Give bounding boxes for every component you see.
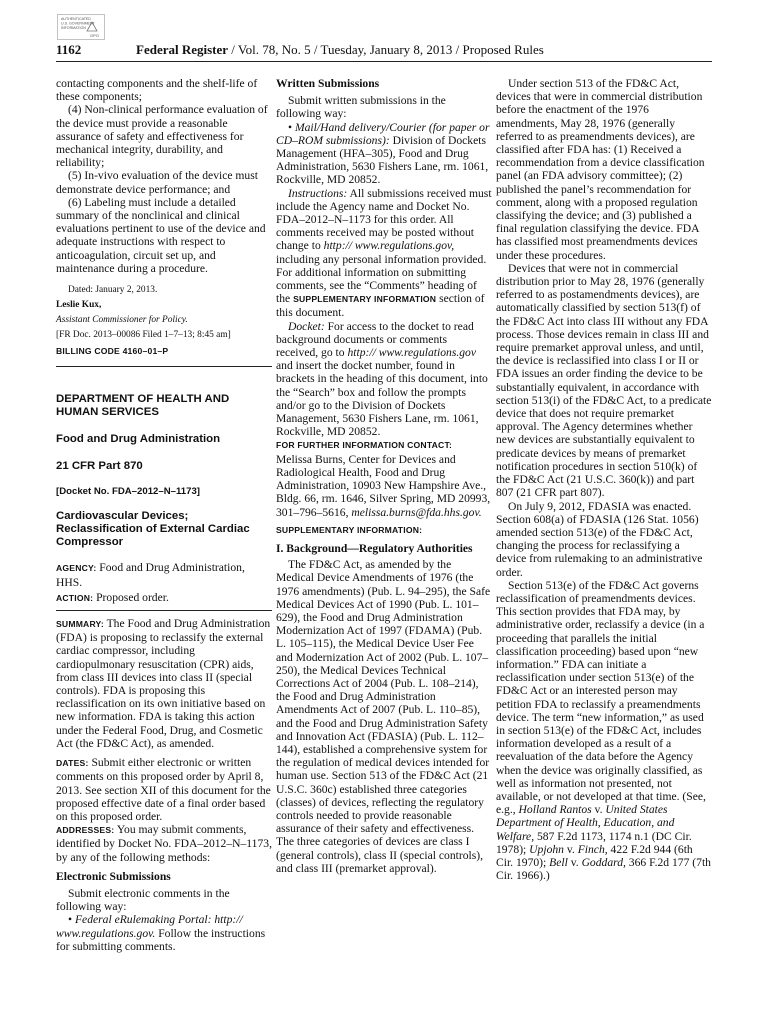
paragraph: Submit written submissions in the following way: xyxy=(276,94,446,121)
action-text: Proposed order. xyxy=(93,590,169,604)
citation: 366 F.2d 177 (7th Cir. 1966).) xyxy=(496,855,711,883)
section-divider xyxy=(56,366,272,367)
addresses-paragraph xyxy=(56,823,272,864)
mail-bullet xyxy=(276,121,492,187)
cfr-heading: 21 CFR Part 870 xyxy=(56,460,143,473)
column-2 xyxy=(276,77,492,875)
action-line xyxy=(56,591,272,605)
dated-line: Dated: January 2, 2013. xyxy=(68,285,158,296)
header-rule xyxy=(56,61,712,62)
addresses-text: You may submit comments, identified by Docket No. FDA–2012–N–1173, by any of the following methods: xyxy=(56,823,272,864)
journal-name: Federal Register xyxy=(136,42,229,57)
paragraph: contacting components and the shelf-life of these components; xyxy=(56,77,258,104)
case-name: Upjohn xyxy=(529,842,564,856)
case-name: Bell xyxy=(549,855,568,869)
case-name: Goddard, xyxy=(581,855,626,869)
contact-text: Melissa Burns, Center for Devices and Radiological Health, Food and Drug Administration, 10903 New Hampshire Ave., Bldg. 66, rm. 1646, Silver Spring, MD 20993, 301–796–5616, xyxy=(276,452,491,519)
paragraph: Under section 513 of the FD&C Act, devices that were in commercial distribution before the enactment of the 1976 amendments, May 28, 1976 (generally referred to as preamendments devices), are classified after FDA has: (1) Received a recommendation from a device classification panel (an FDA advisory committee); (2) published the panel’s recommendation for comment, along with a proposed regulation classifying the device; and (3) published a final regulation classifying the device. FDA has classified most preamendments devices under these procedures. xyxy=(496,77,705,262)
case-v: v. xyxy=(563,842,578,856)
logo-line-3: INFORMATION xyxy=(61,26,86,30)
paragraph: On July 9, 2012, FDASIA was enacted. Section 608(a) of FDASIA (126 Stat. 1056) amended section 513(e) of the FD&C Act, changing the process for reclassifying a device from rulemaking to an administrative order. xyxy=(496,499,703,579)
summary-label: SUMMARY: xyxy=(56,619,104,630)
contact-email-link[interactable]: melissa.burns@fda.hhs.gov. xyxy=(351,505,482,519)
issue-info: / Vol. 78, No. 5 / Tuesday, January 8, 2013 / Proposed Rules xyxy=(228,42,544,57)
docket-paragraph xyxy=(276,320,492,439)
paragraph: (5) In-vivo evaluation of the device must demonstrate device performance; and xyxy=(56,169,258,196)
written-submissions-heading: Written Submissions xyxy=(276,77,380,90)
case-name: United States Department of Health, Education, and Welfare, xyxy=(496,803,675,843)
logo-line-4: GPO xyxy=(90,33,99,38)
signer-title: Assistant Commissioner for Policy. xyxy=(56,315,188,326)
instructions-text: including any personal information provided. For additional information on submitting comments, see the “Comments” heading of the xyxy=(276,252,487,306)
page-number: 1162 xyxy=(56,42,82,57)
contact-label: FOR FURTHER INFORMATION CONTACT: xyxy=(276,440,453,451)
docket-text: For access to the docket to read background documents or comments received, go to xyxy=(276,319,474,360)
instructions-label: Instructions: xyxy=(288,186,348,200)
paragraph: Submit electronic comments in the following way: xyxy=(56,886,230,914)
logo-line-2: U.S. GOVERNMENT xyxy=(61,21,95,26)
dates-label: DATES: xyxy=(56,758,89,769)
supplementary-label: SUPPLEMENTARY INFORMATION: xyxy=(276,524,423,535)
portal-bullet xyxy=(56,913,272,953)
paragraph xyxy=(496,579,712,883)
agency-text: Food and Drug Administration, HHS. xyxy=(56,561,245,589)
agency-heading: Food and Drug Administration xyxy=(56,433,221,446)
agency-line xyxy=(56,561,272,588)
section-divider xyxy=(56,610,272,611)
electronic-submissions-heading: Electronic Submissions xyxy=(56,869,171,883)
case-name: Finch, xyxy=(577,842,608,856)
mail-text: Division of Dockets Management (HFA–305), Food and Drug Administration, 5630 Fishers Lane, rm. 1061, Rockville, MD 20852. xyxy=(276,133,489,187)
contact-paragraph xyxy=(276,453,492,519)
dates-paragraph xyxy=(56,756,272,823)
instructions-paragraph xyxy=(276,187,492,320)
docket-heading: [Docket No. FDA–2012–N–1173] xyxy=(56,486,200,498)
billing-code: BILLING CODE 4160–01–P xyxy=(56,346,169,357)
paragraph-text: Section 513(e) of the FD&C Act governs reclassification of preamendments devices. This section provides that FDA may, by administrative order, reclassify a device (in a proceeding that parallels the initial classification proceeding) based upon “new information.” FDA can initiate a reclassification under section 513(e) of the FD&C Act or an interested person may petition FDA to reclassify a preamendments device. The term “new information,” as used in section 513(e) of the FD&C Act, includes information developed as a result of a reevaluation of the data before the Agency when the device was originally classified, as well as information not presented, not available, or not developed at that time. (See, e.g., xyxy=(496,578,706,817)
background-heading: I. Background—Regulatory Authorities xyxy=(276,541,473,555)
logo-line-1: AUTHENTICATED xyxy=(61,17,91,21)
agency-label: AGENCY: xyxy=(56,563,97,574)
addresses-label: ADDRESSES: xyxy=(56,825,115,836)
portal-link[interactable]: Federal eRulemaking Portal: http:// www.regulations.gov. xyxy=(56,913,243,940)
paragraph: Devices that were not in commercial distribution prior to May 28, 1976 (generally referred to as postamendments devices), are automatically classified by section 513(f) of the FD&C Act into class III without any FDA process. Those devices remain in class III and require premarket approval unless, and until, the device is reclassified into class I or II or FDA issues an order finding the device to be substantially equivalent, in accordance with section 513(i) of the FD&C Act, to a predicate device that does not require premarket approval. The Agency determines whether new devices are substantially equivalent to predicate devices by means of premarket notification procedures in section 510(k) of the FD&C Act (21 U.S.C. 360(k)) and part 807 (21 CFR part 807). xyxy=(496,261,712,500)
signer-name: Leslie Kux, xyxy=(56,300,102,311)
case-v: v. xyxy=(591,803,606,817)
citation: 587 F.2d 1173, 1174 n.1 (DC Cir. 1978); xyxy=(496,829,692,856)
running-head xyxy=(136,42,544,58)
case-v: v. xyxy=(567,855,582,869)
portal-text: Follow the instructions for submitting comments. xyxy=(56,926,266,953)
docket-text: and insert the docket number, found in brackets in the heading of this document, into the “Search” box and follow the prompts and/or go to the Division of Dockets Management, 5630 Fishers Lane, rm. 1061, Rockville, MD 20852. xyxy=(276,359,488,439)
gpo-authentication-logo xyxy=(57,14,105,40)
mail-lead: Mail/Hand delivery/Courier (for paper or CD–ROM submissions): xyxy=(276,120,490,147)
department-heading: DEPARTMENT OF HEALTH AND HUMAN SERVICES xyxy=(56,393,230,419)
paragraph: (6) Labeling must include a detailed summary of the nonclinical and clinical evaluations pertinent to use of the device and adequate instructions with respect to anticoagulation, circuit set up, and maintenance during a procedure. xyxy=(56,195,266,275)
column-1 xyxy=(56,77,272,953)
dates-text: Submit either electronic or written comments on this proposed order by April 8, 2013. See section XII of this document for the proposed effective date of a final order based on this proposed order. xyxy=(56,756,271,823)
paragraph: (4) Non-clinical performance evaluation of the device must provide a reasonable assurance of safety and effectiveness for mechanical integrity, durability, and reliability; xyxy=(56,103,268,170)
fr-doc-line: [FR Doc. 2013–00086 Filed 1–7–13; 8:45 am] xyxy=(56,330,231,341)
citation: 422 F.2d 944 (6th Cir. 1970); xyxy=(496,842,693,869)
instructions-text: All submissions received must include the Agency name and Docket No. FDA–2012–N–1173 for this order. All comments received may be posted without change to xyxy=(276,186,492,253)
summary-text: The Food and Drug Administration (FDA) is proposing to reclassify the external cardiac compressor, including cardiopulmonary resuscitation (CPR) aids, from class III devices into class II (special controls). FDA is proposing this reclassification on its own initiative based on new information. FDA is taking this action under the Federal Food, Drug, and Cosmetic Act (the FD&C Act), as amended. xyxy=(56,617,271,750)
supplementary-ref: SUPPLEMENTARY INFORMATION xyxy=(293,294,437,305)
docket-label: Docket: xyxy=(288,319,325,333)
action-label: ACTION: xyxy=(56,592,94,603)
case-name: Holland Rantos xyxy=(518,803,592,817)
regulations-link[interactable]: http:// www.regulations.gov xyxy=(347,346,476,360)
regulations-link[interactable]: http:// www.regulations.gov, xyxy=(323,239,455,253)
background-paragraph: The FD&C Act, as amended by the Medical Device Amendments of 1976 (the 1976 amendments) (Pub. L. 94–295), the Safe Medical Devices Act of 1990 (Pub. L. 101–629), the Food and Drug Administration Modernization Act of 1997 (FDAMA) (Pub. L. 105–115), the Medical Device User Fee and Modernization Act of 2002 (Pub. L. 107–250), the Medical Devices Technical Corrections Act of 2004 (Pub. L. 108–214), the Food and Drug Administration Amendments Act of 2007 (Pub. L. 110–85), and the Food and Drug Administration Safety and Innovation Act (FDASIA) (Pub. L. 112–144), established a comprehensive system for the regulation of medical devices intended for human use. Section 513 of the FD&C Act (21 U.S.C. 360c) established three categories (classes) of devices, reflecting the regulatory controls needed to provide reasonable assurance of their safety and effectiveness. The three categories of devices are class I (general controls), class II (special controls), and class III (premarket approval). xyxy=(276,558,491,875)
summary-paragraph xyxy=(56,617,272,750)
instructions-text: section of this document. xyxy=(276,292,485,320)
document-title: Cardiovascular Devices; Reclassification of External Cardiac Compressor xyxy=(56,510,250,549)
column-3 xyxy=(496,77,712,882)
